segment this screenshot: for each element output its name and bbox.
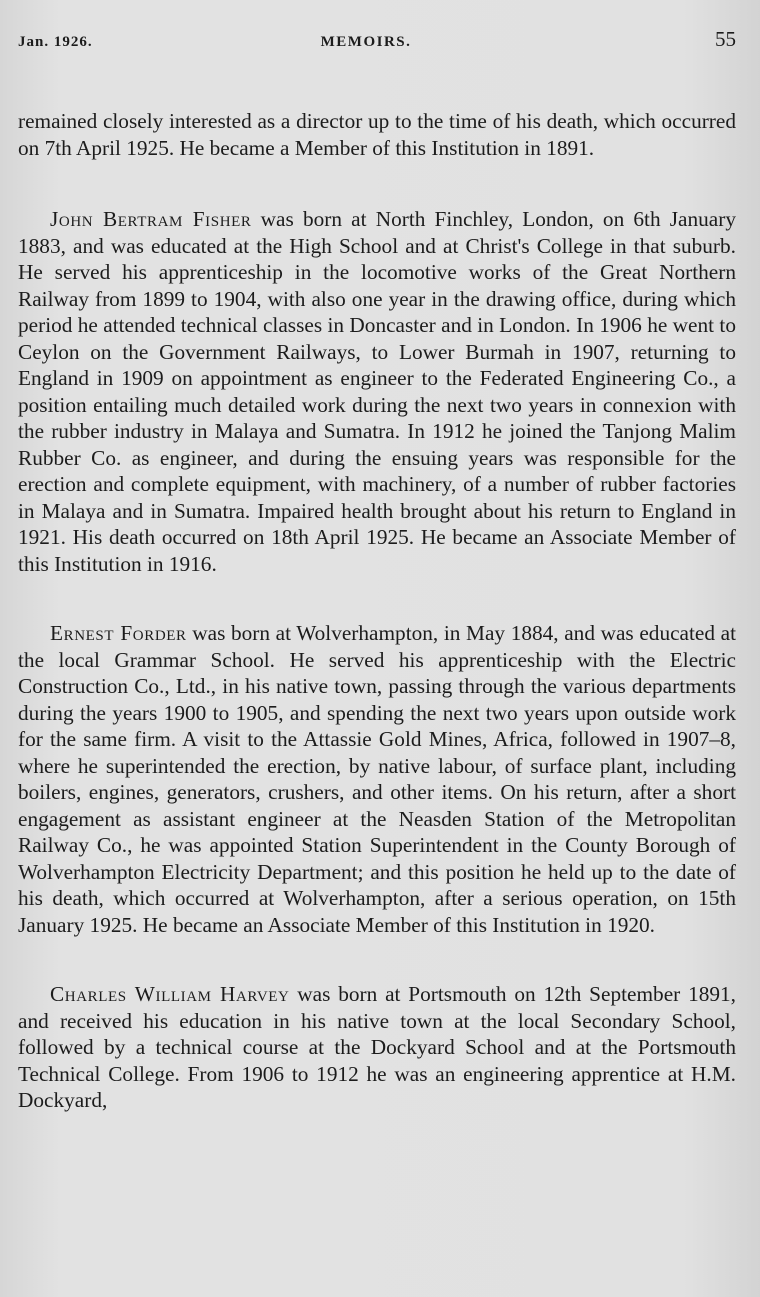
running-header: [18, 20, 736, 60]
memoir-body: [18, 108, 736, 1114]
paragraph-text: was born at North Finchley, London, on 6th January 1883, and was educated at the High School and at Christ's College in that suburb. He served his apprenticeship in the locomotive works of the Great Northern Railway from 1899 to 1904, with also one year in the drawing office, during which period he attended technical classes in Doncaster and in London. In 1906 he went to Ceylon on the Government Railways, to Lower Burmah in 1907, returning to England in 1909 on appointment as engineer to the Federated Engineering Co., a position entailing much detailed work during the next two years in connexion with the rubber industry in Malaya and Sumatra. In 1912 he joined the Tanjong Malim Rubber Co. as engineer, and during the ensuing years was responsible for the erection and complete equipment, with machinery, of a number of rubber factories in Malaya and in Sumatra. Impaired health brought about his return to England in 1921. His death occurred on 18th April 1925. He became an Associate Member of this Institution in 1916.: [18, 207, 737, 576]
header-date: Jan. 1926.: [18, 34, 93, 50]
person-name: Ernest Forder: [50, 621, 187, 645]
person-name: Charles William Harvey: [50, 982, 290, 1006]
memoir-entry-fisher: [18, 206, 736, 577]
continued-paragraph: [18, 108, 736, 161]
paragraph-text: remained closely interested as a director up to the time of his death, which occurred on 7th April 1925. He became a Member of this Institution in 1891.: [18, 109, 736, 160]
page-number: 55: [715, 27, 736, 51]
memoir-entry-forder: [18, 620, 736, 938]
header-title: MEMOIRS.: [320, 34, 412, 50]
paragraph-text: was born at Wolverhampton, in May 1884, and was educated at the local Grammar School. He served his apprenticeship with the Electric Construction Co., Ltd., in his native town, passing through the various departments during the years 1900 to 1905, and spending the next two years upon outside work for the same firm. A visit to the Attassie Gold Mines, Africa, followed in 1907–8, where he superintended the erection, by native labour, of surface plant, including boilers, engines, generators, crushers, and other items. On his return, after a short engagement as assistant engineer at the Neasden Station of the Metropolitan Railway Co., he was appointed Station Superintendent in the County Borough of Wolverhampton Electricity Department; and this position he held up to the date of his death, which occurred at Wolverhampton, after a serious operation, on 15th January 1925. He became an Associate Member of this Institution in 1920.: [18, 621, 736, 937]
memoir-entry-harvey: [18, 981, 736, 1114]
paragraph-text: was born at Portsmouth on 12th September 1891, and received his education in his native town at the local Secondary School, followed by a technical course at the Dockyard School and at the Portsmouth Technical College. From 1906 to 1912 he was an engineering apprentice at H.M. Dockyard,: [18, 982, 736, 1112]
person-name: John Bertram Fisher: [50, 207, 252, 231]
